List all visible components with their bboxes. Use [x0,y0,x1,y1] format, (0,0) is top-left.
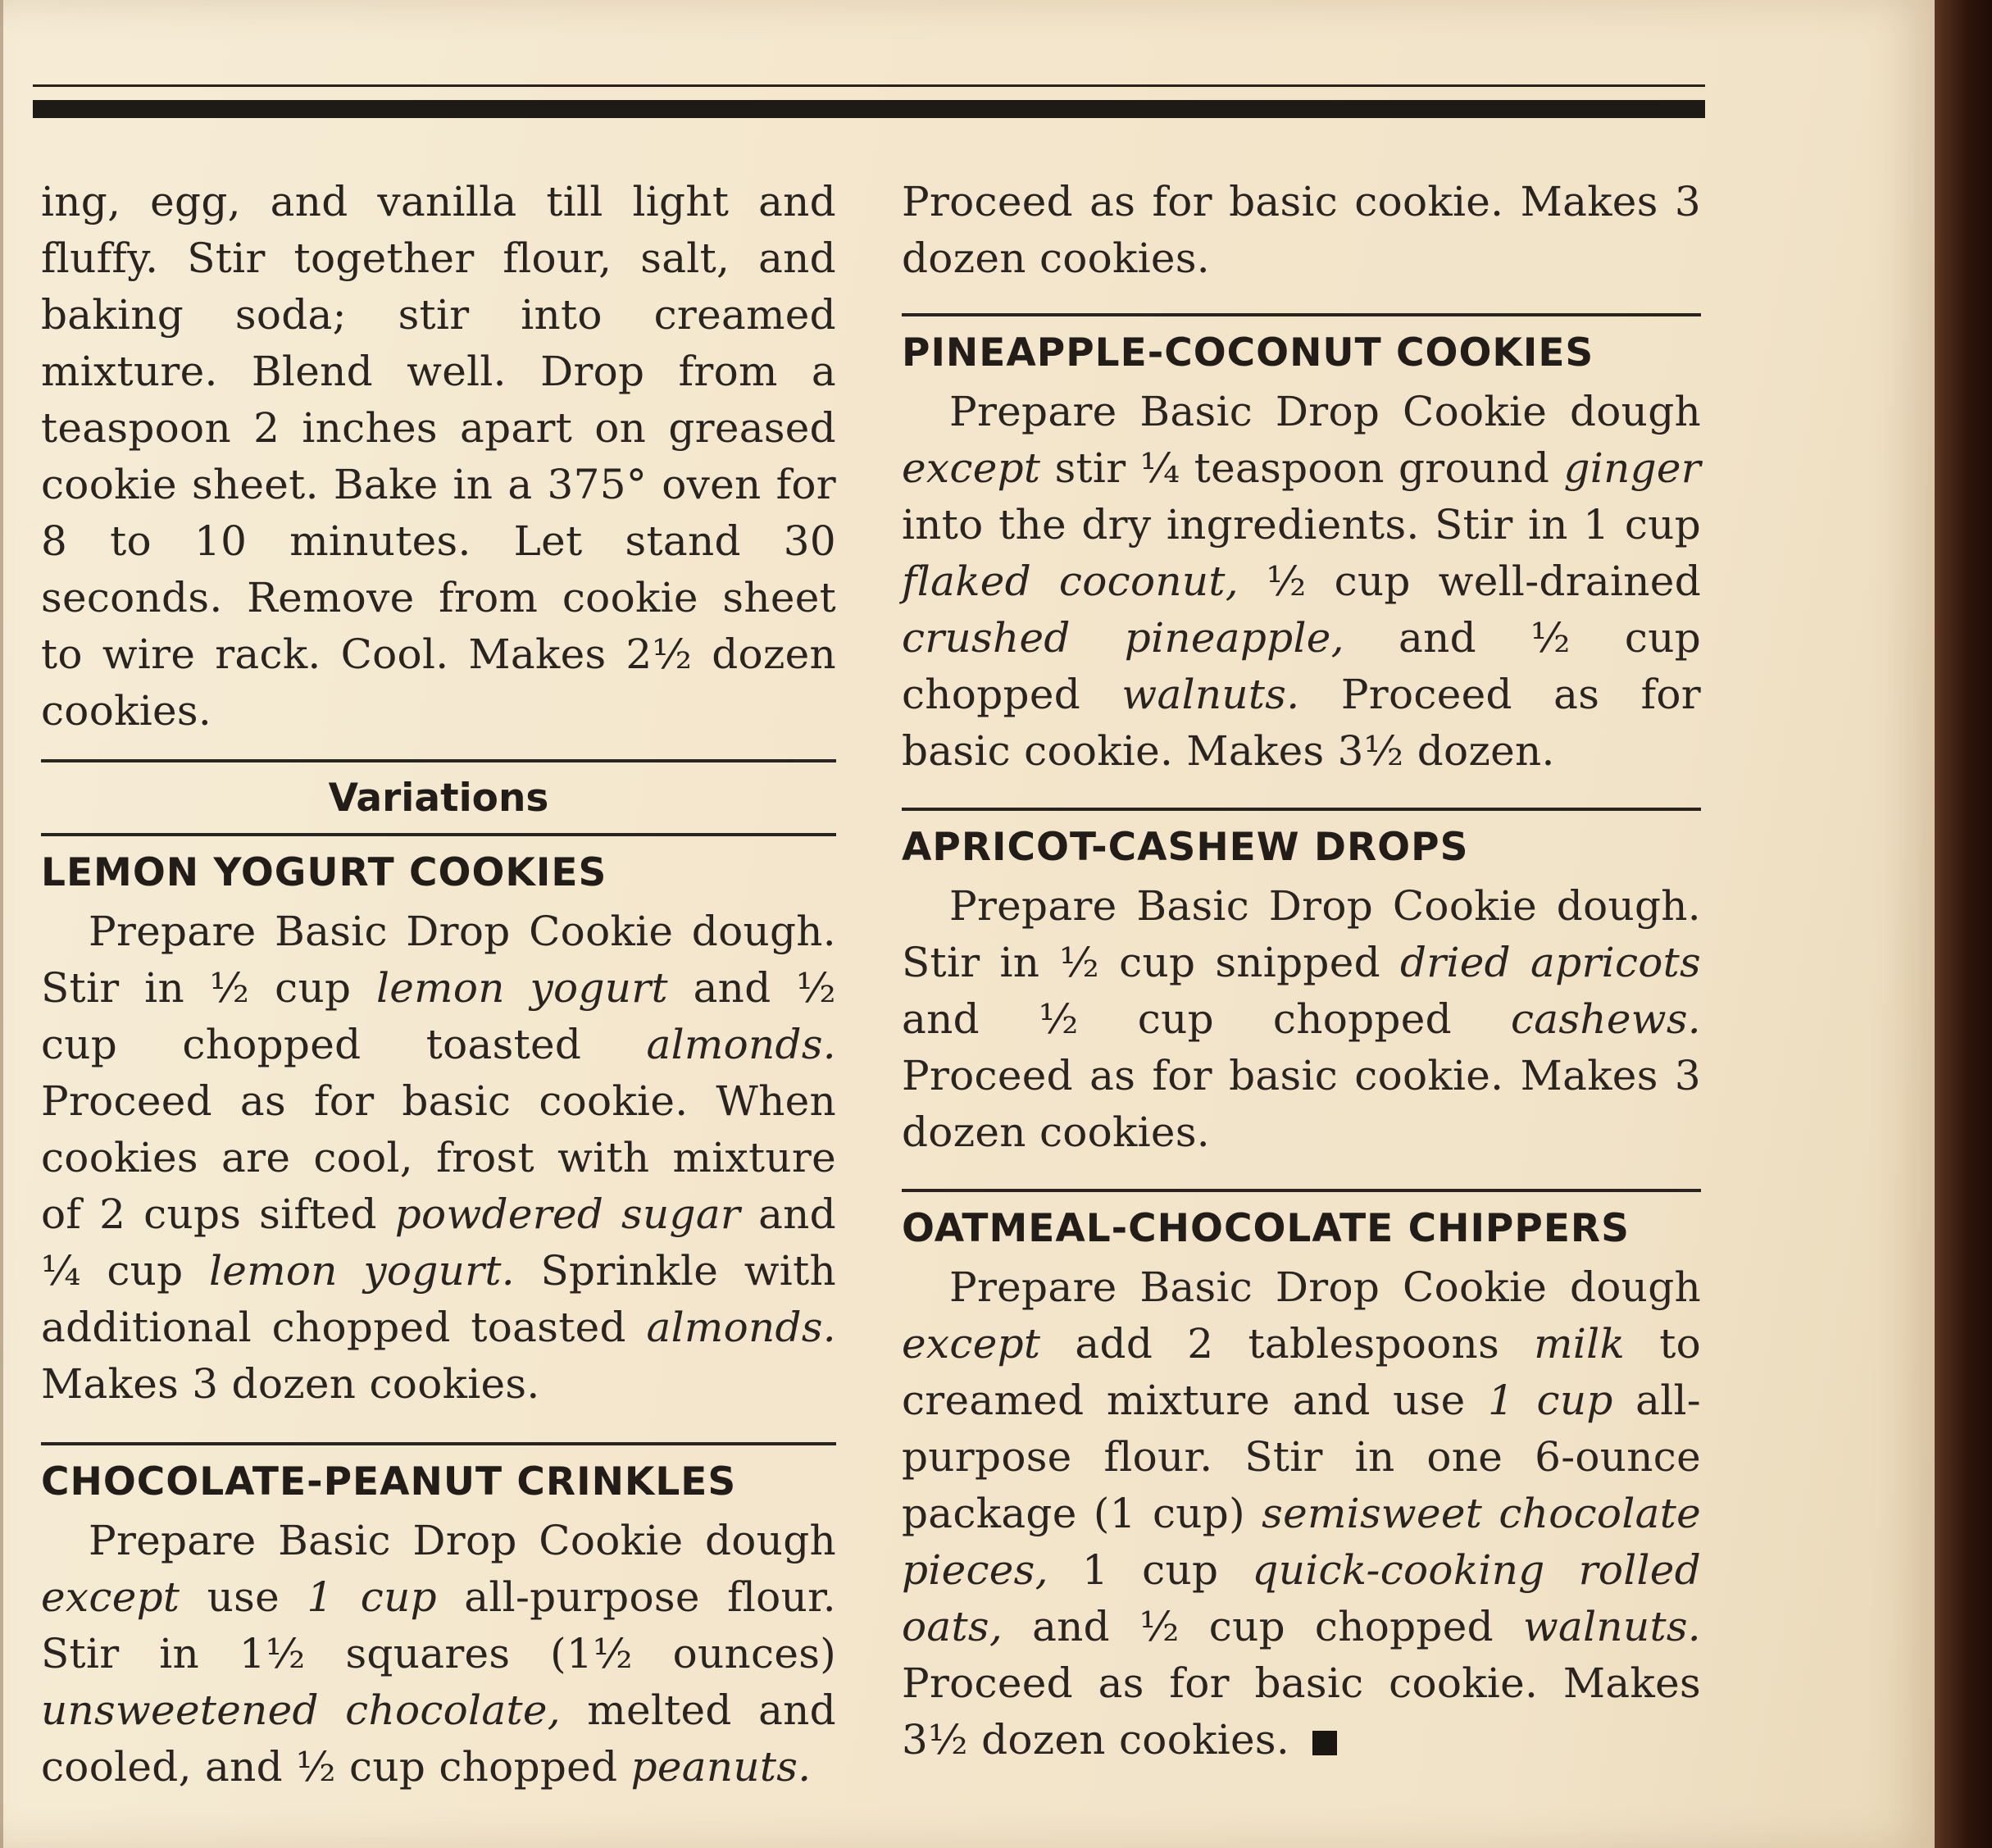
end-of-article-mark [1312,1731,1337,1755]
intro-text: ing, egg, and vanilla till light and fluffy. Stir together flour, salt, and baking soda; stir into creamed mixture. Blend well. Drop from a teaspoon 2 inches apart on greased cookie sheet. Bake in a 375° oven for 8 to 10 minutes. Let stand 30 seconds. Remove from cookie sheet to wire rack. Cool. Makes 2½ dozen cookies. [41,178,836,735]
divider-rule [902,808,1701,811]
right-column [902,174,1701,1768]
recipe-text-chocolate-peanut: Prepare Basic Drop Cookie dough except use 1 cup all-purpose flour. Stir in 1½ squares (1½ ounces) unsweetened chocolate, melted and cooled, and ½ cup chopped peanuts. [41,1517,836,1791]
dark-background-edge [1935,0,1992,1848]
divider-rule [41,833,836,836]
top-thin-rule [33,84,1705,87]
page-fold-line [0,0,3,1848]
divider-rule [902,313,1701,316]
recipe-title-oatmeal-chocolate: OATMEAL-CHOCOLATE CHIPPERS [902,1206,1630,1251]
recipe-title-pineapple-coconut: PINEAPPLE-COCONUT COOKIES [902,330,1594,376]
divider-rule [41,1442,836,1445]
top-thick-rule [33,100,1705,118]
recipe-title-apricot-cashew: APRICOT-CASHEW DROPS [902,825,1469,870]
continued-text: Proceed as for basic cookie. Makes 3 dozen cookies. [902,178,1701,282]
recipe-title-lemon-yogurt: LEMON YOGURT COOKIES [41,850,607,895]
divider-rule [902,1189,1701,1192]
recipe-text-pineapple-coconut: Prepare Basic Drop Cookie dough except stir ¼ teaspoon ground ginger into the dry ingredients. Stir in 1 cup flaked coconut, ½ cup well-drained crushed pineapple, and ½ cup chopped walnuts. Proceed as for basic cookie. Makes 3½ dozen. [902,388,1702,775]
recipe-text-lemon-yogurt: Prepare Basic Drop Cookie dough. Stir in ½ cup lemon yogurt and ½ cup chopped toasted almonds. Proceed as for basic cookie. When cookies are cool, frost with mixture of 2 cups sifted powdered sugar and ¼ cup lemon yogurt. Sprinkle with additional chopped toasted almonds. Makes 3 dozen cookies. [41,908,836,1408]
recipe-text-apricot-cashew: Prepare Basic Drop Cookie dough. Stir in ½ cup snipped dried apricots and ½ cup chopped cashews. Proceed as for basic cookie. Makes 3 dozen cookies. [902,882,1702,1156]
variations-heading: Variations [328,776,549,821]
recipe-text-oatmeal-chocolate: Prepare Basic Drop Cookie dough except add 2 tablespoons milk to creamed mixture and use 1 cup all-purpose flour. Stir in one 6-ounce package (1 cup) semisweet chocolate pieces, 1 cup quick-cooking rolled oats, and ½ cup chopped walnuts. Proceed as for basic cookie. Makes 3½ dozen cookies. [902,1263,1702,1764]
divider-rule [41,759,836,762]
recipe-title-chocolate-peanut: CHOCOLATE-PEANUT CRINKLES [41,1459,737,1504]
left-column [41,174,836,1796]
